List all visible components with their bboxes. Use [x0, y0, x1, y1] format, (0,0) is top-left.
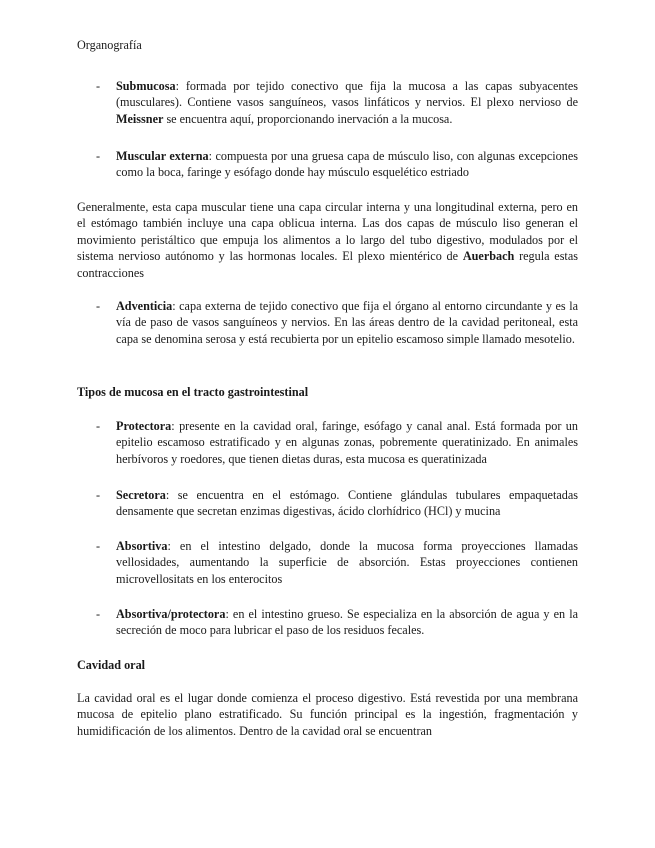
term-label: Muscular externa [116, 149, 209, 163]
bullet-marker: - [96, 419, 101, 433]
item-text: : en el intestino grueso. Se especializa en la absorción de agua y en la secreción de moco para lubricar el paso de los residuos fecales. [116, 607, 578, 638]
page-header: Organografía [77, 38, 142, 52]
term-label: Secretora [116, 488, 166, 502]
item-text: : presente en la cavidad oral, faringe, esófago y canal anal. Está formada por un epitelio escamoso estratificado y en algunas zonas, pobremente queratinizado. En animales herbívoros y roedores, que tienen dietas duras, esta mucosa es queratinizada [116, 419, 578, 466]
list-item-protectora [116, 418, 578, 467]
list-item-absortiva [116, 538, 578, 587]
item-text: : capa externa de tejido conectivo que fija el órgano al entorno circundante y es la vía de paso de vasos sanguíneos y nervios. En las áreas dentro de la cavidad peritoneal, esta capa se denomina serosa y está recubierta por un epitelio escamoso simple llamado mesotelio. [116, 299, 578, 346]
bullet-marker: - [96, 299, 101, 313]
paragraph-cavidad-oral: La cavidad oral es el lugar donde comienza el proceso digestivo. Está revestida por una membrana mucosa de epitelio plano estratificado. Su función principal es la ingestión, fragmentación y humidificación de los alimentos. Dentro de la cavidad oral se encuentran [77, 691, 578, 738]
item-text: : se encuentra en el estómago. Contiene glándulas tubulares empaquetadas densamente que secretan enzimas digestivas, ácido clorhídrico (HCl) y mucina [116, 488, 578, 519]
item-text: se encuentra aquí, proporcionando inervación a la mucosa. [163, 111, 453, 126]
paragraph-text: Generalmente, esta capa muscular tiene una capa circular interna y una longitudinal externa, pero en el estómago también incluye una capa oblicua interna. Las dos capas de músculo liso generan el movimiento peristáltico que empuja los alimentos a lo largo del tubo digestivo, modulados por el sistema nervioso autónomo y las hormonas locales. El plexo mientérico de [77, 200, 578, 264]
item-text: : compuesta por una gruesa capa de músculo liso, con algunas excepciones como la boca, faringe y esófago donde hay músculo esquelético estriado [116, 149, 579, 180]
paragraph-muscular [77, 199, 578, 281]
list-item-absortiva-protectora [116, 606, 578, 639]
list-item-secretora [116, 487, 578, 520]
list-item-submucosa [116, 78, 578, 127]
bullet-marker: - [96, 79, 101, 93]
bullet-marker: - [96, 149, 101, 163]
bullet-marker: - [96, 539, 101, 553]
bullet-marker: - [96, 607, 101, 621]
list-item-muscular-externa [116, 148, 578, 181]
term-label: Adventicia [116, 299, 173, 313]
item-text: : formada por tejido conectivo que fija la mucosa a las capas subyacentes (musculares). Contiene vasos sanguíneos, vasos linfáticos y nervios. El plexo nervioso de [116, 79, 578, 110]
section-heading-cavidad-oral: Cavidad oral [77, 658, 146, 672]
term-label: Absortiva/protectora [116, 607, 226, 621]
section-heading-tipos-mucosa: Tipos de mucosa en el tracto gastrointestinal [77, 385, 309, 399]
bullet-marker: - [96, 488, 101, 502]
list-item-adventicia [116, 298, 578, 347]
term-label: Absortiva [116, 539, 168, 553]
term-label: Meissner [116, 111, 164, 126]
paragraph-text: regula estas contracciones [77, 249, 578, 280]
term-label: Auerbach [462, 249, 515, 264]
term-label: Protectora [116, 419, 172, 433]
term-label: Submucosa [116, 79, 176, 93]
item-text: : en el intestino delgado, donde la mucosa forma proyecciones llamadas vellosidades, aumentando la superficie de absorción. Estas proyecciones contienen microvellositats en los enterocitos [116, 539, 578, 586]
